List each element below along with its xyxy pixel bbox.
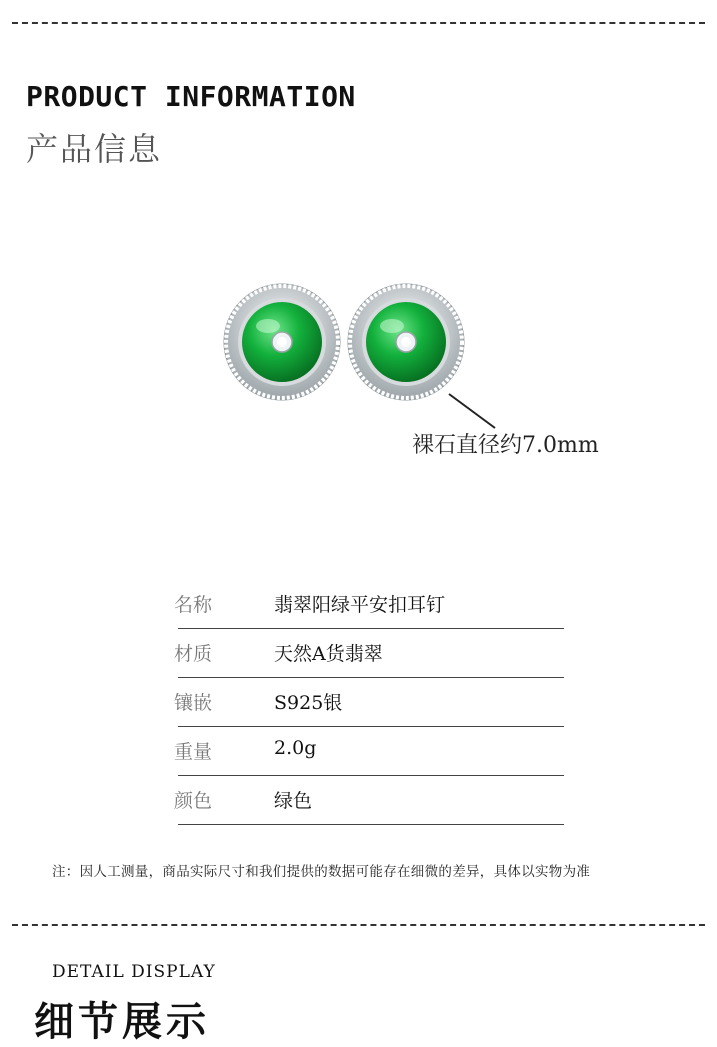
dimension-pointer-line [445,392,505,432]
detail-title-cn: 细节展示 [34,998,210,1045]
earring-left [224,284,340,400]
spec-key: 材质 [174,643,213,665]
detail-title-en: DETAIL DISPLAY [52,962,216,982]
spec-value: 翡翠阳绿平安扣耳钉 [274,594,446,616]
spec-key: 名称 [174,594,213,616]
spec-row-weight [174,727,564,776]
spec-value: S925银 [274,692,343,714]
jade-earrings-image [220,278,470,408]
spec-key: 颜色 [174,790,213,812]
spec-table [174,580,564,825]
spec-value: 绿色 [274,790,313,812]
section-divider [12,924,705,926]
spec-value: 天然A货翡翠 [274,643,383,665]
stone-diameter-label: 裸石直径约7.0mm [412,433,599,458]
earring-right [348,284,464,400]
spec-row-name [174,580,564,629]
spec-key: 重量 [174,741,213,763]
spec-row-material [174,629,564,678]
spec-row-color [174,776,564,825]
measurement-note: 注：因人工测量，商品实际尺寸和我们提供的数据可能存在细微的差异，具体以实物为准 [52,864,591,880]
spec-value: 2.0g [274,737,317,759]
section-title-en: PRODUCT INFORMATION [26,80,356,113]
top-divider [12,22,705,24]
spec-row-setting [174,678,564,727]
section-title-cn: 产品信息 [26,130,163,168]
spec-key: 镶嵌 [174,692,213,714]
